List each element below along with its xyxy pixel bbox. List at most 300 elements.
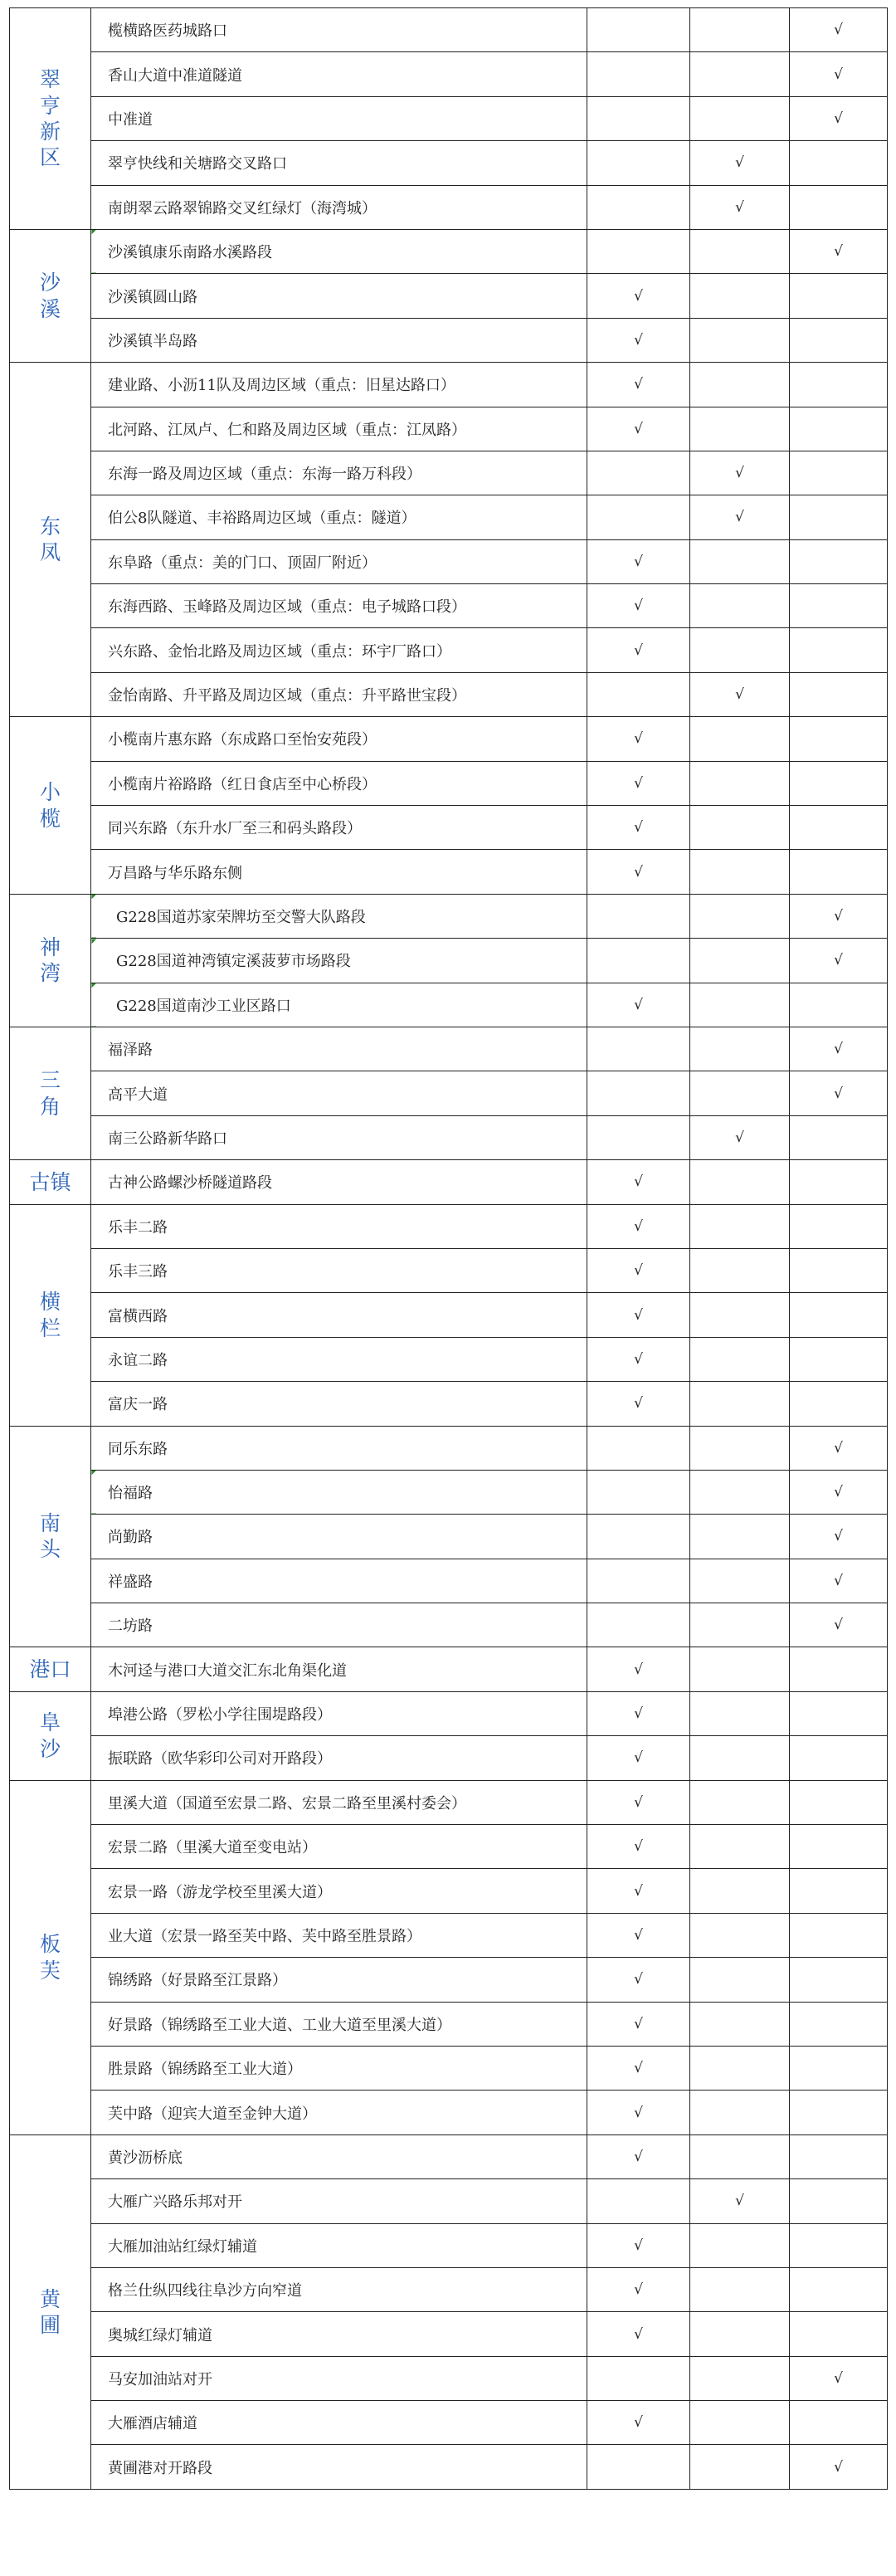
mark-cell-2 bbox=[690, 185, 790, 229]
region-cell bbox=[10, 1426, 91, 1647]
check-mark: √ bbox=[834, 243, 843, 261]
mark-cell-3 bbox=[790, 2267, 888, 2311]
mark-cell-1 bbox=[587, 850, 690, 894]
mark-cell-1 bbox=[587, 1958, 690, 2002]
region-name: 沙溪 bbox=[39, 271, 61, 321]
region-name: 南头 bbox=[39, 1511, 61, 1562]
mark-cell-1 bbox=[587, 1647, 690, 1691]
table-row bbox=[10, 1559, 888, 1603]
mark-cell-2 bbox=[690, 539, 790, 583]
region-cell bbox=[10, 717, 91, 895]
road-name: 兴东路、金怡北路及周边区域（重点：环宇厂路口） bbox=[91, 628, 587, 672]
mark-cell-1 bbox=[587, 894, 690, 938]
table-row bbox=[10, 672, 888, 716]
mark-cell-2 bbox=[690, 52, 790, 96]
check-mark: √ bbox=[634, 331, 643, 349]
mark-cell-2 bbox=[690, 1382, 790, 1426]
mark-cell-2 bbox=[690, 1869, 790, 1913]
road-name: 大雁加油站红绿灯辅道 bbox=[91, 2223, 587, 2267]
mark-cell-2 bbox=[690, 1559, 790, 1603]
road-name: 榄横路医药城路口 bbox=[91, 8, 587, 52]
check-mark: √ bbox=[634, 730, 643, 748]
mark-cell-1 bbox=[587, 2401, 690, 2445]
table-row bbox=[10, 1426, 888, 1470]
mark-cell-1 bbox=[587, 1470, 690, 1514]
road-name: 小榄南片裕路路（红日食店至中心桥段） bbox=[91, 761, 587, 805]
mark-cell-2 bbox=[690, 2179, 790, 2223]
check-mark: √ bbox=[634, 1306, 643, 1324]
check-mark: √ bbox=[834, 1572, 843, 1589]
check-mark: √ bbox=[634, 553, 643, 570]
mark-cell-2 bbox=[690, 2267, 790, 2311]
table-row bbox=[10, 939, 888, 983]
road-name: 福泽路 bbox=[91, 1027, 587, 1071]
road-name: 尚勤路 bbox=[91, 1515, 587, 1559]
road-name: 二坊路 bbox=[91, 1603, 587, 1647]
road-name: 南三公路新华路口 bbox=[91, 1115, 587, 1159]
check-mark: √ bbox=[834, 1484, 843, 1501]
road-name: 怡福路 bbox=[91, 1470, 587, 1514]
mark-cell-3 bbox=[790, 2356, 888, 2400]
mark-cell-2 bbox=[690, 1027, 790, 1071]
region-cell bbox=[10, 2134, 91, 2489]
road-name: 北河路、江凤卢、仁和路及周边区域（重点：江凤路） bbox=[91, 407, 587, 451]
table-row bbox=[10, 1691, 888, 1735]
mark-cell-2 bbox=[690, 2046, 790, 2090]
mark-cell-2 bbox=[690, 1160, 790, 1204]
region-cell bbox=[10, 8, 91, 230]
check-mark: √ bbox=[735, 465, 744, 482]
road-name: G228国道南沙工业区路口 bbox=[91, 983, 587, 1027]
mark-cell-1 bbox=[587, 1426, 690, 1470]
mark-cell-3 bbox=[790, 1337, 888, 1381]
mark-cell-2 bbox=[690, 2401, 790, 2445]
mark-cell-2 bbox=[690, 628, 790, 672]
check-mark: √ bbox=[634, 420, 643, 437]
mark-cell-1 bbox=[587, 806, 690, 850]
mark-cell-2 bbox=[690, 1825, 790, 1869]
mark-cell-2 bbox=[690, 1913, 790, 1957]
table-row bbox=[10, 1204, 888, 1248]
mark-cell-3 bbox=[790, 1869, 888, 1913]
mark-cell-3 bbox=[790, 1382, 888, 1426]
road-name: 中准道 bbox=[91, 96, 587, 140]
road-name: 永谊二路 bbox=[91, 1337, 587, 1381]
table-row bbox=[10, 1913, 888, 1957]
mark-cell-2 bbox=[690, 1780, 790, 1824]
table-row bbox=[10, 1293, 888, 1337]
check-mark: √ bbox=[634, 1661, 643, 1678]
check-mark: √ bbox=[634, 287, 643, 305]
table-row bbox=[10, 185, 888, 229]
mark-cell-3 bbox=[790, 2445, 888, 2489]
road-name: 沙溪镇圆山路 bbox=[91, 274, 587, 318]
mark-cell-2 bbox=[690, 451, 790, 495]
table-row bbox=[10, 407, 888, 451]
region-name: 板芙 bbox=[39, 1932, 61, 1983]
table-row bbox=[10, 1160, 888, 1204]
mark-cell-3 bbox=[790, 1426, 888, 1470]
check-mark: √ bbox=[634, 1395, 643, 1412]
region-name: 翠亨新区 bbox=[39, 67, 61, 170]
check-mark: √ bbox=[634, 2414, 643, 2432]
check-mark: √ bbox=[735, 1129, 744, 1146]
mark-cell-3 bbox=[790, 1470, 888, 1514]
road-name: 同兴东路（东升水厂至三和码头路段） bbox=[91, 806, 587, 850]
mark-cell-3 bbox=[790, 52, 888, 96]
check-mark: √ bbox=[834, 952, 843, 969]
road-name: 建业路、小沥11队及周边区域（重点：旧星达路口） bbox=[91, 363, 587, 407]
table-row bbox=[10, 2401, 888, 2445]
table-row bbox=[10, 806, 888, 850]
mark-cell-3 bbox=[790, 894, 888, 938]
road-name: 芙中路（迎宾大道至金钟大道） bbox=[91, 2091, 587, 2134]
road-name: 业大道（宏景一路至芙中路、芙中路至胜景路） bbox=[91, 1913, 587, 1957]
mark-cell-3 bbox=[790, 1559, 888, 1603]
check-mark: √ bbox=[634, 2237, 643, 2254]
mark-cell-2 bbox=[690, 8, 790, 52]
mark-cell-3 bbox=[790, 1071, 888, 1115]
mark-cell-2 bbox=[690, 318, 790, 362]
mark-cell-2 bbox=[690, 584, 790, 628]
check-mark: √ bbox=[634, 819, 643, 837]
table-row bbox=[10, 1115, 888, 1159]
table-row bbox=[10, 2223, 888, 2267]
mark-cell-1 bbox=[587, 1736, 690, 1780]
road-name: 东海一路及周边区域（重点：东海一路万科段） bbox=[91, 451, 587, 495]
check-mark: √ bbox=[634, 774, 643, 792]
mark-cell-3 bbox=[790, 1825, 888, 1869]
road-name: 伯公8队隧道、丰裕路周边区域（重点：隧道） bbox=[91, 495, 587, 539]
check-mark: √ bbox=[634, 598, 643, 615]
mark-cell-1 bbox=[587, 96, 690, 140]
mark-cell-2 bbox=[690, 1515, 790, 1559]
mark-cell-2 bbox=[690, 274, 790, 318]
table-row bbox=[10, 318, 888, 362]
road-name: 东阜路（重点：美的门口、顶固厂附近） bbox=[91, 539, 587, 583]
table-row bbox=[10, 1027, 888, 1071]
table-row bbox=[10, 2091, 888, 2134]
table-row bbox=[10, 141, 888, 185]
table-row bbox=[10, 1647, 888, 1691]
region-name: 三角 bbox=[39, 1068, 61, 1119]
mark-cell-2 bbox=[690, 2091, 790, 2134]
mark-cell-3 bbox=[790, 584, 888, 628]
road-name: 沙溪镇康乐南路水溪路段 bbox=[91, 229, 587, 273]
road-name: 富庆一路 bbox=[91, 1382, 587, 1426]
region-name: 古镇 bbox=[29, 1169, 71, 1194]
table-row bbox=[10, 983, 888, 1027]
mark-cell-1 bbox=[587, 584, 690, 628]
check-mark: √ bbox=[834, 66, 843, 83]
mark-cell-3 bbox=[790, 451, 888, 495]
table-row bbox=[10, 1603, 888, 1647]
mark-cell-3 bbox=[790, 407, 888, 451]
mark-cell-3 bbox=[790, 1780, 888, 1824]
region-name: 黄圃 bbox=[39, 2286, 61, 2337]
mark-cell-2 bbox=[690, 2356, 790, 2400]
road-name: G228国道神湾镇定溪菠萝市场路段 bbox=[91, 939, 587, 983]
road-name: 高平大道 bbox=[91, 1071, 587, 1115]
mark-cell-1 bbox=[587, 2356, 690, 2400]
road-name: 沙溪镇半岛路 bbox=[91, 318, 587, 362]
check-mark: √ bbox=[735, 686, 744, 704]
check-mark: √ bbox=[634, 1350, 643, 1368]
mark-cell-1 bbox=[587, 185, 690, 229]
table-row bbox=[10, 2046, 888, 2090]
check-mark: √ bbox=[834, 1617, 843, 1634]
mark-cell-3 bbox=[790, 1293, 888, 1337]
mark-cell-2 bbox=[690, 229, 790, 273]
mark-cell-1 bbox=[587, 318, 690, 362]
mark-cell-3 bbox=[790, 1913, 888, 1957]
mark-cell-1 bbox=[587, 1691, 690, 1735]
check-mark: √ bbox=[834, 110, 843, 127]
table-row bbox=[10, 1248, 888, 1292]
mark-cell-2 bbox=[690, 1736, 790, 1780]
table-row bbox=[10, 1958, 888, 2002]
road-table bbox=[9, 7, 888, 2490]
road-name: 振联路（欧华彩印公司对开路段） bbox=[91, 1736, 587, 1780]
mark-cell-2 bbox=[690, 850, 790, 894]
check-mark: √ bbox=[634, 1882, 643, 1900]
road-name: 小榄南片惠东路（东成路口至怡安苑段） bbox=[91, 717, 587, 761]
mark-cell-1 bbox=[587, 2223, 690, 2267]
mark-cell-3 bbox=[790, 1515, 888, 1559]
mark-cell-3 bbox=[790, 2312, 888, 2356]
road-name: 祥盛路 bbox=[91, 1559, 587, 1603]
mark-cell-3 bbox=[790, 2091, 888, 2134]
mark-cell-1 bbox=[587, 363, 690, 407]
table-row bbox=[10, 2179, 888, 2223]
mark-cell-2 bbox=[690, 1293, 790, 1337]
mark-cell-2 bbox=[690, 1647, 790, 1691]
road-name: 好景路（锦绣路至工业大道、工业大道至里溪大道） bbox=[91, 2002, 587, 2046]
road-name: 宏景二路（里溪大道至变电站） bbox=[91, 1825, 587, 1869]
check-mark: √ bbox=[634, 2148, 643, 2165]
check-mark: √ bbox=[634, 1705, 643, 1723]
check-mark: √ bbox=[634, 996, 643, 1013]
road-name: 大雁广兴路乐邦对开 bbox=[91, 2179, 587, 2223]
mark-cell-2 bbox=[690, 1248, 790, 1292]
road-name: 里溪大道（国道至宏景二路、宏景二路至里溪村委会） bbox=[91, 1780, 587, 1824]
mark-cell-3 bbox=[790, 1647, 888, 1691]
region-name: 小榄 bbox=[39, 780, 61, 831]
table-row bbox=[10, 52, 888, 96]
check-mark: √ bbox=[634, 2015, 643, 2032]
mark-cell-3 bbox=[790, 363, 888, 407]
road-name: 富横西路 bbox=[91, 1293, 587, 1337]
mark-cell-2 bbox=[690, 2134, 790, 2178]
mark-cell-1 bbox=[587, 1204, 690, 1248]
mark-cell-3 bbox=[790, 761, 888, 805]
mark-cell-2 bbox=[690, 495, 790, 539]
table-row bbox=[10, 451, 888, 495]
road-name: 万昌路与华乐路东侧 bbox=[91, 850, 587, 894]
check-mark: √ bbox=[834, 1041, 843, 1058]
table-row bbox=[10, 1736, 888, 1780]
mark-cell-2 bbox=[690, 939, 790, 983]
region-name: 东凤 bbox=[39, 514, 61, 565]
mark-cell-1 bbox=[587, 983, 690, 1027]
mark-cell-3 bbox=[790, 274, 888, 318]
mark-cell-2 bbox=[690, 363, 790, 407]
check-mark: √ bbox=[634, 642, 643, 659]
region-name: 港口 bbox=[29, 1657, 71, 1682]
mark-cell-1 bbox=[587, 1603, 690, 1647]
mark-cell-3 bbox=[790, 318, 888, 362]
table-row bbox=[10, 1869, 888, 1913]
mark-cell-3 bbox=[790, 2179, 888, 2223]
table-row bbox=[10, 1825, 888, 1869]
mark-cell-2 bbox=[690, 983, 790, 1027]
mark-cell-1 bbox=[587, 451, 690, 495]
region-name: 横栏 bbox=[39, 1290, 61, 1340]
mark-cell-2 bbox=[690, 2223, 790, 2267]
table-row bbox=[10, 628, 888, 672]
mark-cell-1 bbox=[587, 52, 690, 96]
mark-cell-2 bbox=[690, 672, 790, 716]
table-row bbox=[10, 2312, 888, 2356]
check-mark: √ bbox=[634, 1971, 643, 1988]
mark-cell-1 bbox=[587, 628, 690, 672]
mark-cell-2 bbox=[690, 2312, 790, 2356]
mark-cell-3 bbox=[790, 1027, 888, 1071]
mark-cell-1 bbox=[587, 1248, 690, 1292]
road-name: 黄圃港对开路段 bbox=[91, 2445, 587, 2489]
check-mark: √ bbox=[634, 1217, 643, 1235]
mark-cell-3 bbox=[790, 229, 888, 273]
mark-cell-1 bbox=[587, 1027, 690, 1071]
table-row bbox=[10, 850, 888, 894]
check-mark: √ bbox=[834, 22, 843, 39]
mark-cell-3 bbox=[790, 1603, 888, 1647]
check-mark: √ bbox=[634, 1749, 643, 1767]
check-mark: √ bbox=[834, 1439, 843, 1456]
region-cell bbox=[10, 1691, 91, 1780]
check-mark: √ bbox=[634, 1838, 643, 1856]
mark-cell-1 bbox=[587, 1115, 690, 1159]
mark-cell-1 bbox=[587, 2046, 690, 2090]
table-row bbox=[10, 1470, 888, 1514]
mark-cell-2 bbox=[690, 1958, 790, 2002]
check-mark: √ bbox=[735, 154, 744, 172]
mark-cell-2 bbox=[690, 1337, 790, 1381]
table-row bbox=[10, 761, 888, 805]
road-name: 乐丰三路 bbox=[91, 1248, 587, 1292]
mark-cell-2 bbox=[690, 761, 790, 805]
road-name: 奥城红绿灯辅道 bbox=[91, 2312, 587, 2356]
mark-cell-3 bbox=[790, 8, 888, 52]
mark-cell-3 bbox=[790, 672, 888, 716]
mark-cell-1 bbox=[587, 717, 690, 761]
table-row bbox=[10, 96, 888, 140]
road-name: 古神公路螺沙桥隧道路段 bbox=[91, 1160, 587, 1204]
mark-cell-3 bbox=[790, 1204, 888, 1248]
table-row bbox=[10, 717, 888, 761]
mark-cell-1 bbox=[587, 1780, 690, 1824]
table-row bbox=[10, 495, 888, 539]
table-row bbox=[10, 274, 888, 318]
road-name: 胜景路（锦绣路至工业大道） bbox=[91, 2046, 587, 2090]
mark-cell-2 bbox=[690, 1603, 790, 1647]
road-name: 大雁酒店辅道 bbox=[91, 2401, 587, 2445]
mark-cell-2 bbox=[690, 717, 790, 761]
check-mark: √ bbox=[634, 2325, 643, 2343]
mark-cell-1 bbox=[587, 407, 690, 451]
mark-cell-3 bbox=[790, 1248, 888, 1292]
region-cell bbox=[10, 1647, 91, 1691]
check-mark: √ bbox=[634, 1262, 643, 1280]
region-cell bbox=[10, 894, 91, 1027]
check-mark: √ bbox=[634, 376, 643, 393]
region-cell bbox=[10, 229, 91, 362]
check-mark: √ bbox=[735, 198, 744, 216]
mark-cell-1 bbox=[587, 274, 690, 318]
mark-cell-3 bbox=[790, 806, 888, 850]
mark-cell-3 bbox=[790, 2223, 888, 2267]
region-cell bbox=[10, 1160, 91, 1204]
road-name: 埠港公路（罗松小学往围堤路段） bbox=[91, 1691, 587, 1735]
mark-cell-3 bbox=[790, 1160, 888, 1204]
check-mark: √ bbox=[634, 1793, 643, 1811]
road-name: 格兰仕纵四线往阜沙方向窄道 bbox=[91, 2267, 587, 2311]
check-mark: √ bbox=[834, 2458, 843, 2476]
check-mark: √ bbox=[634, 2104, 643, 2121]
mark-cell-1 bbox=[587, 2002, 690, 2046]
check-mark: √ bbox=[634, 863, 643, 881]
table-row bbox=[10, 363, 888, 407]
check-mark: √ bbox=[634, 1926, 643, 1944]
table-row bbox=[10, 8, 888, 52]
mark-cell-1 bbox=[587, 939, 690, 983]
road-name: 马安加油站对开 bbox=[91, 2356, 587, 2400]
check-mark: √ bbox=[834, 908, 843, 925]
mark-cell-1 bbox=[587, 1559, 690, 1603]
table-row bbox=[10, 2356, 888, 2400]
region-cell bbox=[10, 363, 91, 717]
check-mark: √ bbox=[834, 2369, 843, 2387]
road-name: 金怡南路、升平路及周边区域（重点：升平路世宝段） bbox=[91, 672, 587, 716]
mark-cell-1 bbox=[587, 2134, 690, 2178]
table-row bbox=[10, 584, 888, 628]
mark-cell-3 bbox=[790, 2134, 888, 2178]
road-name: 宏景一路（游龙学校至里溪大道） bbox=[91, 1869, 587, 1913]
road-table-body bbox=[10, 8, 888, 2490]
mark-cell-1 bbox=[587, 1869, 690, 1913]
road-name: 乐丰二路 bbox=[91, 1204, 587, 1248]
road-name: 东海西路、玉峰路及周边区域（重点：电子城路口段） bbox=[91, 584, 587, 628]
table-row bbox=[10, 1780, 888, 1824]
mark-cell-3 bbox=[790, 850, 888, 894]
mark-cell-2 bbox=[690, 1204, 790, 1248]
road-name: 翠亨快线和关塘路交叉路口 bbox=[91, 141, 587, 185]
road-name: 黄沙沥桥底 bbox=[91, 2134, 587, 2178]
check-mark: √ bbox=[834, 1528, 843, 1545]
mark-cell-1 bbox=[587, 1337, 690, 1381]
region-cell bbox=[10, 1780, 91, 2134]
mark-cell-2 bbox=[690, 1115, 790, 1159]
check-mark: √ bbox=[634, 1173, 643, 1191]
region-name: 阜沙 bbox=[39, 1710, 61, 1761]
mark-cell-1 bbox=[587, 539, 690, 583]
mark-cell-2 bbox=[690, 1691, 790, 1735]
mark-cell-2 bbox=[690, 96, 790, 140]
mark-cell-1 bbox=[587, 2091, 690, 2134]
mark-cell-1 bbox=[587, 2179, 690, 2223]
road-name: 同乐东路 bbox=[91, 1426, 587, 1470]
mark-cell-3 bbox=[790, 1736, 888, 1780]
